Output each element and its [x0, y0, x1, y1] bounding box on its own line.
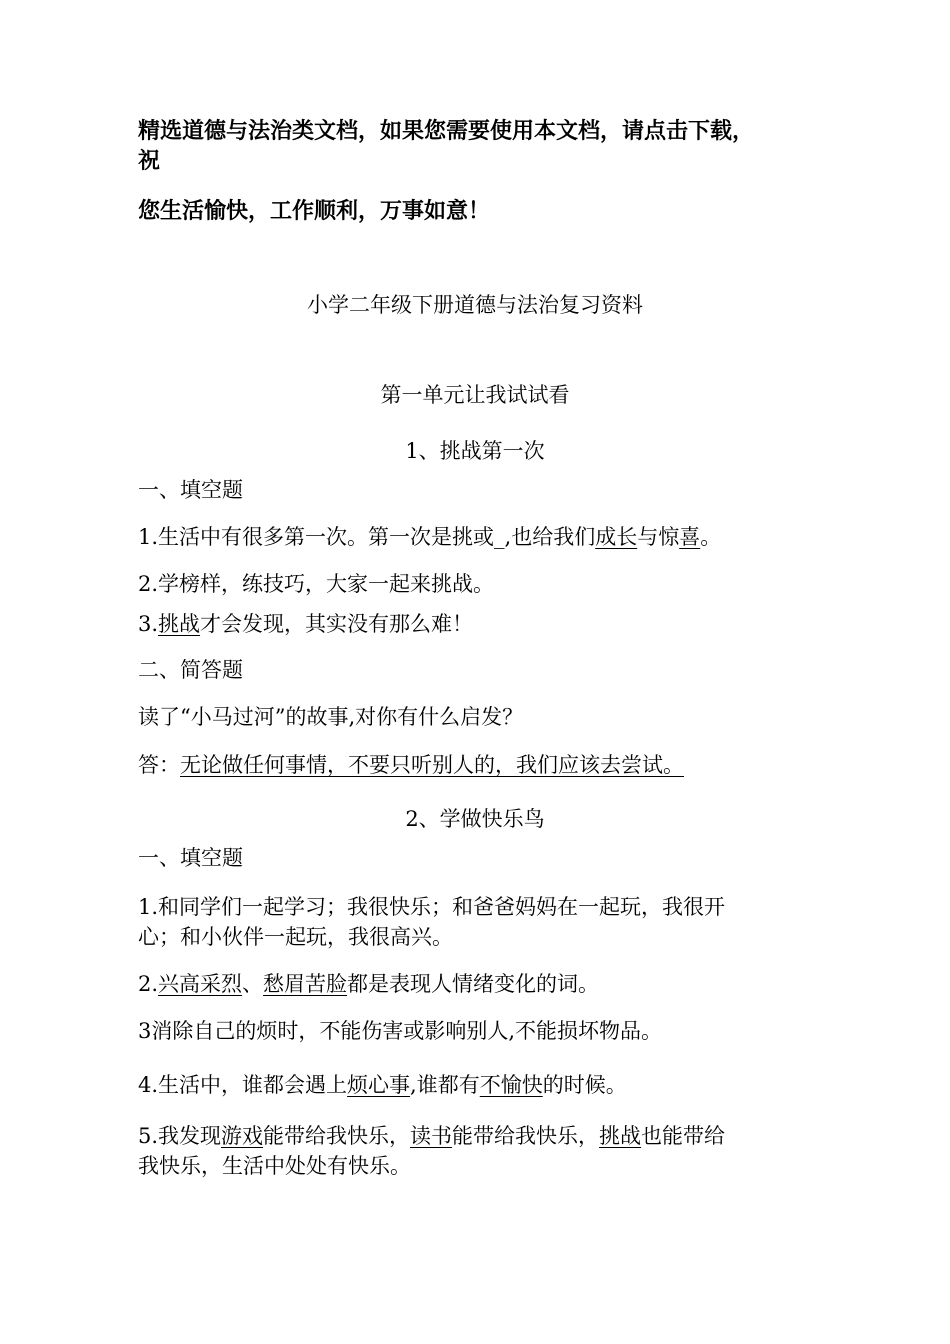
text: 才会发现，其实没有那么难！ [200, 612, 474, 636]
text: 、 [242, 972, 264, 996]
answer-blank: 愁眉苦脸 [263, 972, 348, 996]
text: 与惊 [637, 525, 680, 549]
lesson1-question: 读了“小马过河”的故事,对你有什么启发？ [138, 705, 524, 729]
lesson2-q5 [138, 1121, 818, 1151]
answer-blank: 烦心事 [347, 1073, 411, 1097]
answer-blank: 无论做任何事情，不要只听别人的，我们应该去尝试。 [180, 753, 684, 777]
lesson2-q4 [138, 1070, 818, 1100]
text: 能带给我快乐， [452, 1124, 600, 1148]
lesson2-q2 [138, 969, 818, 999]
unit-title: 第一单元让我试试看 [380, 383, 570, 407]
text: 5.我发现 [138, 1124, 222, 1148]
lesson1-q1 [138, 522, 818, 552]
text: 1.生活中有很多第一次。第一次是挑或_,也给我们 [138, 525, 596, 549]
text: 也能带给 [641, 1124, 726, 1148]
text: ,谁都有 [410, 1073, 480, 1097]
text: 的时候。 [542, 1073, 627, 1097]
text: 4.生活中，谁都会遇上 [138, 1073, 348, 1097]
lesson1-title: 1、挑战第一次 [405, 439, 545, 463]
text: 答： [138, 753, 180, 777]
text: 2. [138, 972, 159, 996]
lesson2-q1-line2: 心；和小伙伴一起玩，我很高兴。 [138, 925, 453, 949]
answer-blank: 喜 [679, 525, 701, 549]
lesson2-q5-line2: 我快乐，生活中处处有快乐。 [138, 1154, 411, 1178]
lesson2-q1-line1: 1.和同学们一起学习；我很快乐；和爸爸妈妈在一起玩，我很开 [138, 895, 726, 919]
answer-blank: 挑战 [599, 1124, 642, 1148]
lesson2-q3: 3消除自己的烦时，不能伤害或影响别人,不能损坏物品。 [138, 1019, 663, 1043]
text: 都是表现人情绪变化的词。 [347, 972, 600, 996]
lesson1-short-heading: 二、简答题 [138, 658, 243, 682]
lesson2-title: 2、学做快乐鸟 [405, 807, 545, 831]
answer-blank: 游戏 [221, 1124, 264, 1148]
answer-blank: 挑战 [158, 612, 201, 636]
answer-blank: 成长 [595, 525, 638, 549]
answer-blank: 读书 [410, 1124, 453, 1148]
answer-blank: 不愉快 [479, 1073, 543, 1097]
intro-line-3: 您生活愉快，工作顺利，万事如意！ [138, 199, 491, 224]
lesson2-fill-heading: 一、填空题 [138, 846, 243, 870]
answer-blank: 兴高采烈 [158, 972, 243, 996]
lesson1-q2: 2.学榜样，练技巧，大家一起来挑战。 [138, 572, 495, 596]
lesson1-fill-heading: 一、填空题 [138, 478, 243, 502]
doc-title: 小学二年级下册道德与法治复习资料 [307, 293, 643, 317]
intro-line-2: 祝 [138, 149, 161, 174]
text: 。 [700, 525, 722, 549]
intro-line-1: 精选道德与法治类文档，如果您需要使用本文档，请点击下载， [138, 119, 755, 144]
text: 能带给我快乐， [263, 1124, 411, 1148]
lesson1-answer [138, 750, 818, 780]
lesson1-q3 [138, 609, 818, 639]
text: 3. [138, 612, 159, 636]
